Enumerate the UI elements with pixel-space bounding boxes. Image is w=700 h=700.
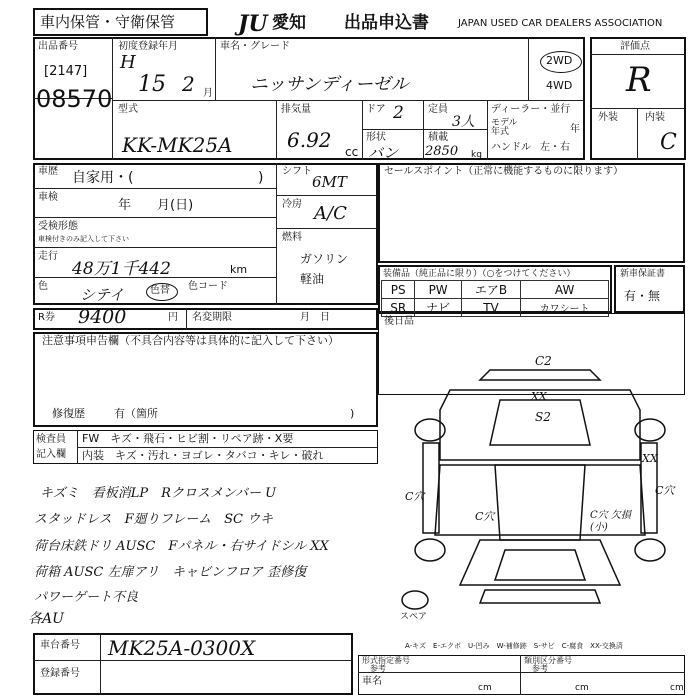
ac-label: 冷房 [282, 199, 302, 210]
history-value: 自家用・( [72, 170, 134, 186]
km-unit: km [230, 263, 248, 276]
diagram-s2-mark: S2 [535, 410, 551, 424]
mileage-value: 48万1千442 [72, 259, 171, 279]
car-name-label: 車名・グレード [220, 41, 290, 52]
remark-line: キズミ 看板消LP Rクロスメンバー U [40, 486, 277, 501]
shape-label: 形状 [366, 132, 386, 143]
equip-airbag: エアB [461, 281, 520, 299]
door-label: ドア [366, 104, 386, 115]
inspector-label-2: 記入欄 [36, 449, 66, 460]
year-unit: 年 [570, 124, 580, 135]
dealer-label: ディーラー・並行 [491, 104, 571, 115]
fuel-label: 燃料 [282, 232, 302, 243]
cm-unit: cm [670, 683, 684, 693]
color-label: 色 [38, 281, 48, 292]
equipment-table [381, 280, 609, 317]
inspector-label: 検査員 [36, 434, 66, 445]
history-label: 車歴 [38, 166, 58, 177]
handle-value: 左・右 [540, 142, 570, 153]
rear-items-label: 後日品 [384, 316, 414, 327]
remark-line: スタッドレス F廻りフレーム SC ウキ [34, 512, 274, 527]
equip-sr: SR [382, 299, 415, 317]
fuel-options: ガソリン 軽油 [300, 252, 361, 286]
cm-unit: cm [575, 683, 589, 693]
remark-line: 荷箱 AUSC 左扉アリ キャビンフロア 歪修復 [34, 565, 307, 580]
receive-label: 受検形態 [38, 221, 78, 232]
remark-line: 各AU [28, 611, 64, 627]
equip-leather-seat: カワシート [521, 299, 609, 317]
r-ticket-value: 9400 [78, 306, 127, 328]
inspector-row-2: 内装 キズ・汚れ・ヨゴレ・タバコ・キレ・破れ [82, 449, 324, 462]
shift-value: 6MT [312, 173, 347, 191]
type-cert-label: 形式指定番号 [362, 656, 410, 665]
drive-2wd: 2WD [546, 54, 573, 67]
org-name: 愛知 [272, 13, 306, 33]
capacity-label: 定員 [428, 104, 448, 115]
lot-label: 出品番号 [38, 41, 78, 52]
equip-pw: PW [415, 281, 461, 299]
displacement-value: 6.92 [287, 128, 332, 152]
first-reg-era: H [120, 52, 136, 73]
shift-label: シフト [282, 166, 312, 177]
class-sub: 参考 [532, 664, 548, 673]
ac-value: A/C [314, 203, 347, 224]
form-title: 出品申込書 [344, 13, 429, 33]
logo: JU [238, 11, 268, 37]
warranty-label: 新車保証書 [620, 269, 666, 279]
chassis-number: MK25A-0300X [108, 636, 256, 660]
inspection-label: 車検 [38, 192, 58, 203]
load-label: 積載 [428, 132, 448, 143]
model-year-label: モデル [491, 118, 518, 128]
car-name-value: ニッサンディーゼル [250, 74, 409, 95]
remark-line: 荷台床鉄ドリ AUSC Fパネル・右サイドシル XX [34, 539, 329, 554]
month-unit: 月 [203, 88, 213, 99]
cm-unit: cm [478, 683, 492, 693]
rating-value: R [626, 60, 652, 100]
model-value: KK-MK25A [122, 133, 233, 157]
repair-value: 有（箇所 [114, 407, 158, 420]
handle-label: ハンドル [491, 142, 531, 153]
interior-label: 内装 [645, 112, 665, 123]
drive-4wd: 4WD [546, 79, 573, 92]
lot-number: 08570 [36, 85, 113, 113]
shape-value: バン [368, 144, 399, 162]
car-name-bottom-label: 車名 [362, 676, 382, 687]
kg-unit: kg [471, 150, 482, 160]
rating-label: 評価点 [620, 41, 650, 52]
first-reg-month: 2 [182, 72, 195, 96]
interior-value: C [660, 130, 677, 155]
sales-point-label: セールスポイント（正常に機能するものに限ります） [384, 166, 624, 177]
diagram-xx-top: XX [531, 390, 547, 403]
sales-point-panel [378, 163, 685, 263]
mileage-label: 走行 [38, 251, 58, 262]
equip-ps: PS [382, 281, 415, 299]
equip-aw: AW [521, 281, 609, 299]
diagram-xx-right: XX [642, 452, 658, 465]
repair-label: 修復歴 [52, 407, 85, 420]
registration-label: 登録番号 [40, 668, 80, 679]
storage-title: 車内保管・守衛保管 [40, 13, 176, 31]
displacement-label: 排気量 [281, 104, 311, 115]
inspection-value: 年 月(日) [118, 198, 194, 213]
equip-navi: ナビ [415, 299, 461, 317]
damage-legend: A-キズ E-エクボ U-凹み W-補修跡 S-サビ C-腐食 XX-交換済 [405, 642, 623, 650]
cc-unit: cc [345, 145, 359, 159]
class-label: 類別区分番号 [524, 656, 572, 665]
first-reg-year: 15 [138, 72, 166, 97]
warranty-value: 有・無 [624, 289, 661, 303]
type-cert-sub: 参考 [370, 664, 386, 673]
receive-sub: 車検付きのみ記入して下さい [38, 235, 129, 243]
diagram-c-hole-right: C穴 [655, 484, 675, 497]
first-reg-label: 初度登録年月 [118, 41, 178, 52]
color-value: シテイ [80, 286, 124, 304]
diagram-c-hole-body: C穴 [475, 510, 495, 523]
color-changed-tag: 色替 [150, 285, 170, 296]
deadline-value: 月 日 [300, 312, 330, 323]
capacity-value: 3人 [452, 114, 475, 130]
deadline-label: 名変期限 [192, 312, 232, 323]
diagram-c2-mark: C2 [535, 354, 552, 368]
diagram-c-hole-left: C穴 [405, 490, 425, 503]
model-year-sub: 年式 [491, 127, 510, 137]
equip-tv: TV [461, 299, 520, 317]
r-ticket-label: R券 [38, 312, 55, 323]
spare-label: スペア [400, 612, 428, 622]
chassis-label: 車台番号 [40, 640, 80, 651]
door-value: 2 [393, 103, 404, 123]
notes-label: 注意事項申告欄（不具合内容等は具体的に記入して下さい） [42, 334, 339, 347]
diagram-c-hole-missing: C穴 欠損(小) [590, 510, 631, 533]
yen-unit: 円 [168, 312, 178, 323]
model-label: 型式 [118, 104, 138, 115]
load-value: 2850 [425, 144, 459, 159]
lot-bracket: [2147] [44, 64, 88, 79]
inspector-row-1: FW キズ・飛石・ヒビ割・リペア跡・X要 [82, 432, 294, 445]
color-code-label: 色コード [188, 281, 228, 292]
exterior-label: 外装 [598, 112, 618, 123]
association-name: JAPAN USED CAR DEALERS ASSOCIATION [458, 18, 663, 29]
remark-line: パワーゲート不良 [34, 590, 139, 605]
equipment-title: 装備品（純正品に限り）（○をつけてください） [383, 269, 576, 279]
